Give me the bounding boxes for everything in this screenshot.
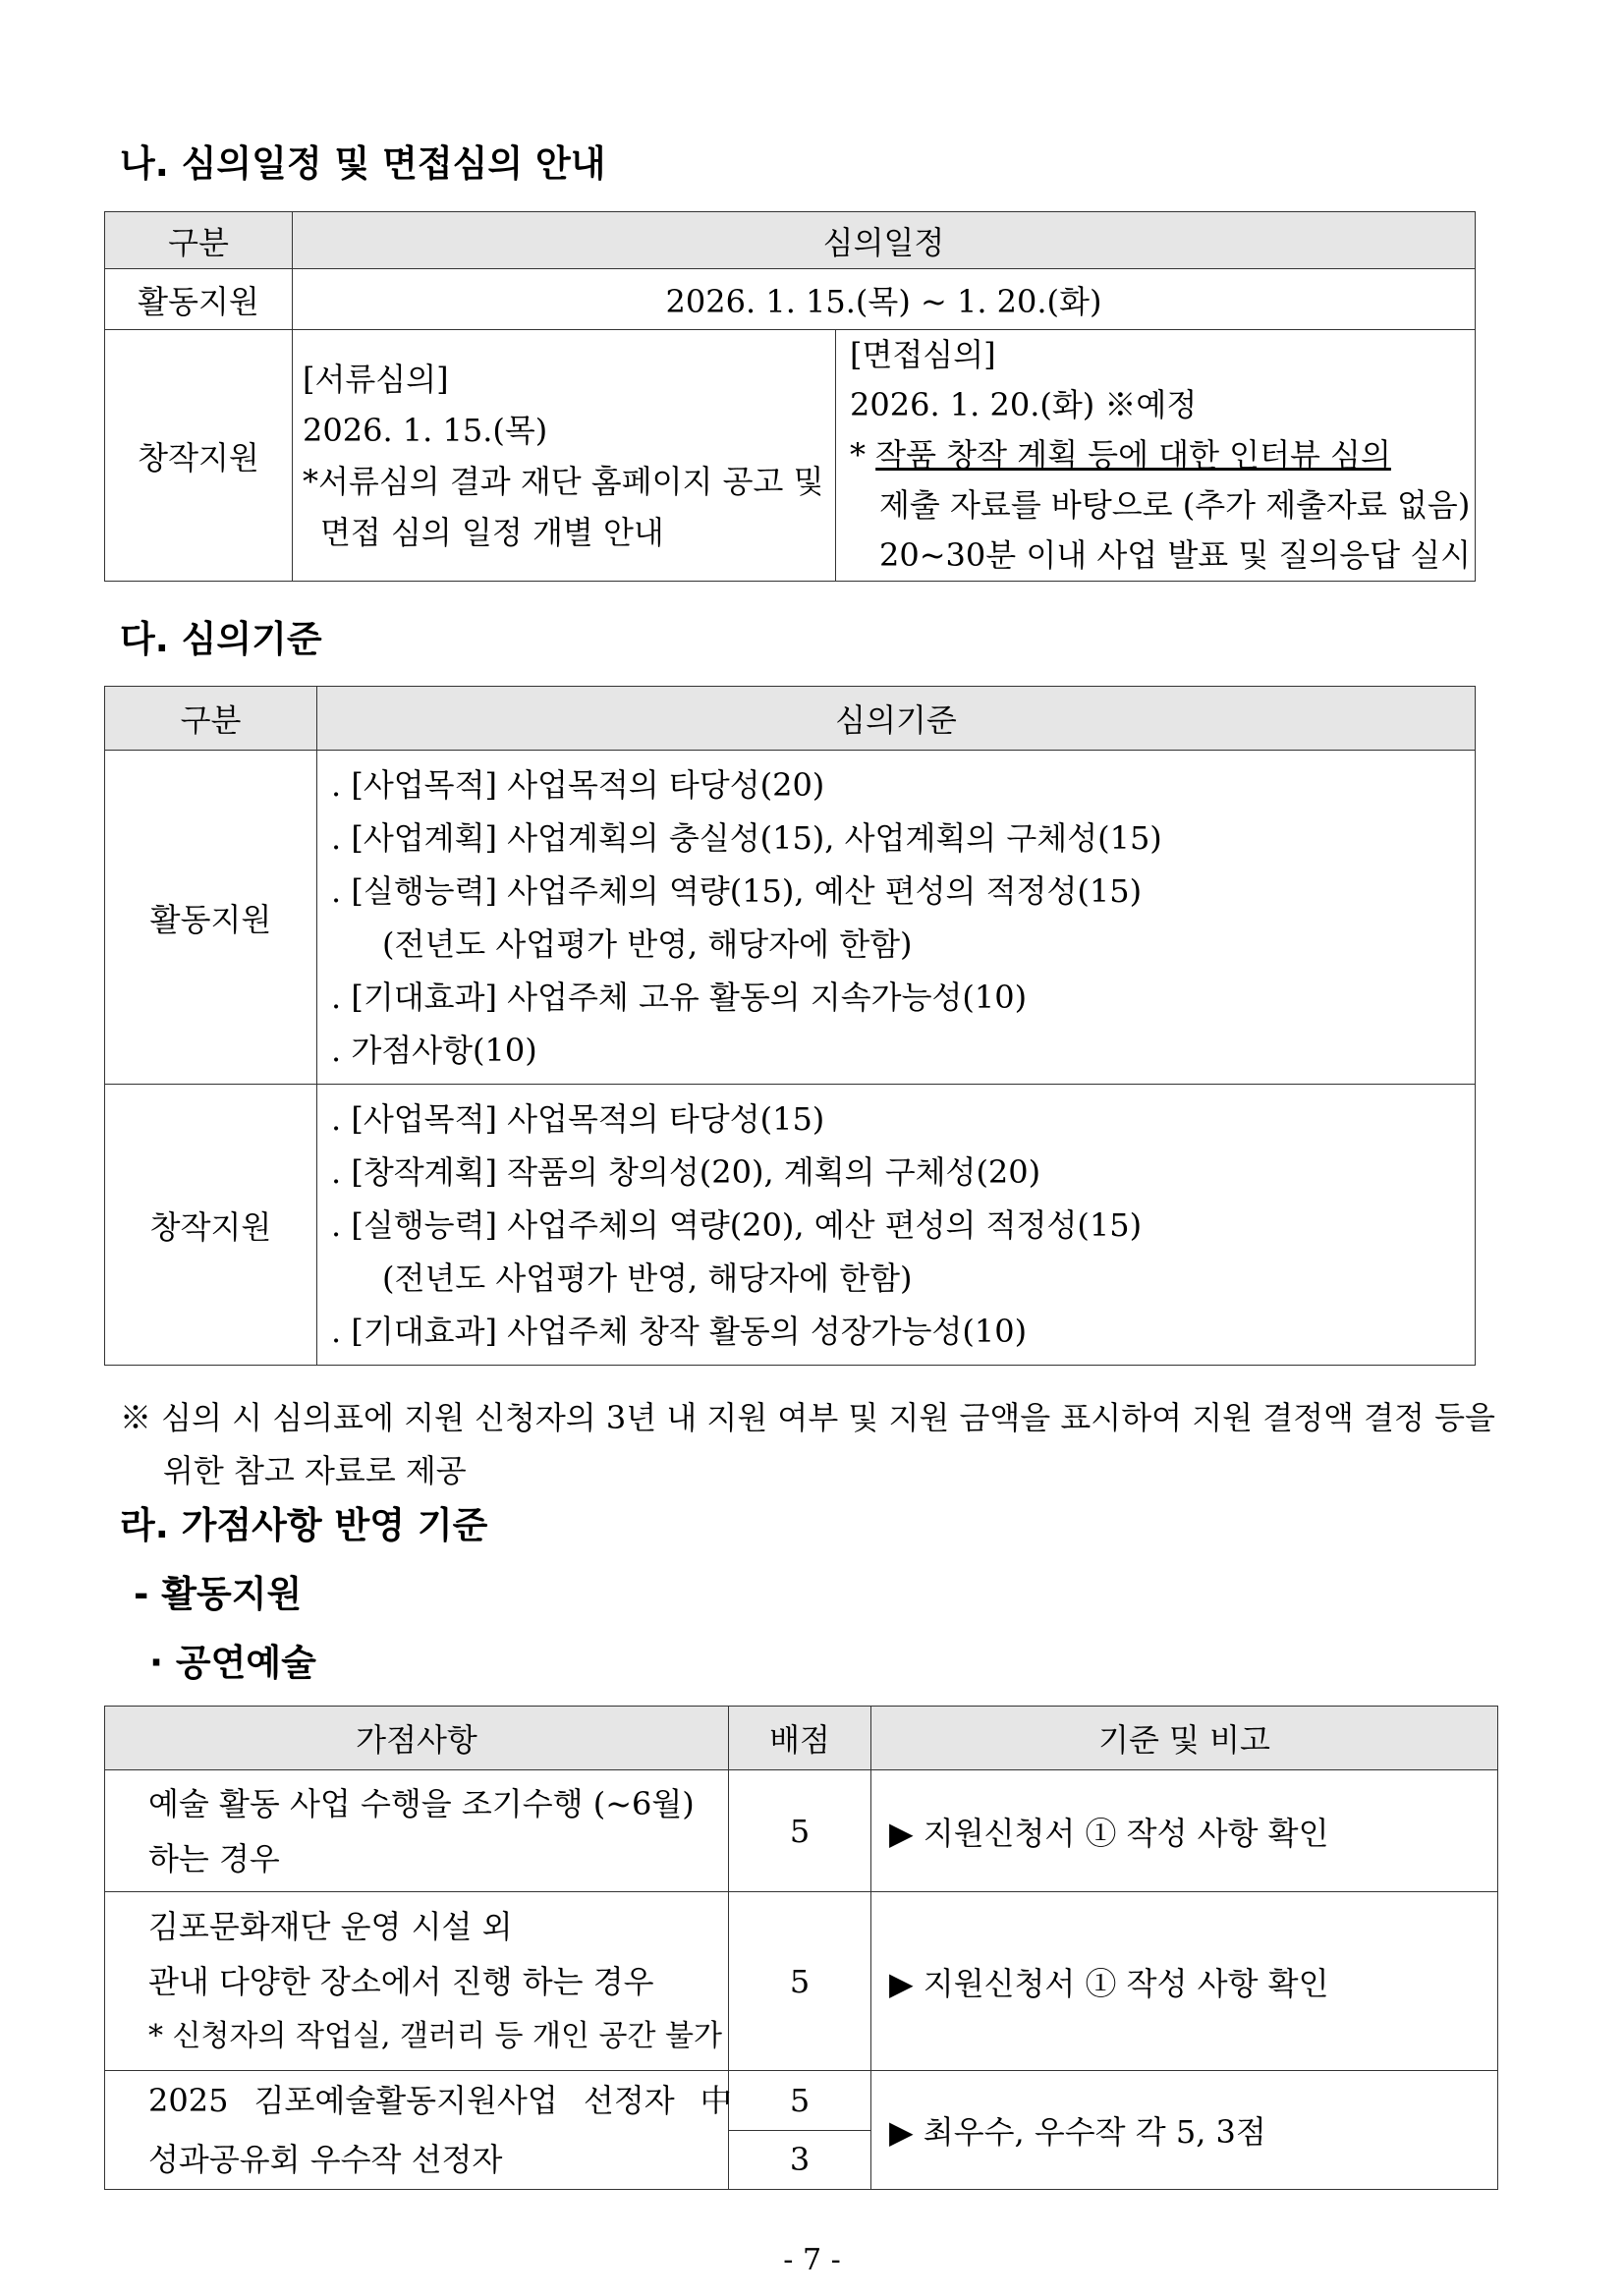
criteria-activity-item: (전년도 사업평가 반영, 해당자에 한함) xyxy=(382,924,913,963)
header-schedule: 심의일정 xyxy=(293,212,1476,269)
bonus-row-2-note: ▶ 지원신청서 ① 작성 사항 확인 xyxy=(871,1892,1498,2071)
bonus-row-2-score: 5 xyxy=(729,1892,871,2071)
criteria-creation-list xyxy=(317,1085,1476,1366)
bonus-row-3-note: ▶ 최우수, 우수작 각 5, 3점 xyxy=(871,2071,1498,2190)
subheading-performing-arts: · 공연예술 xyxy=(149,1642,316,1684)
document-review-date: 2026. 1. 15.(목) xyxy=(303,411,548,449)
criteria-activity-item: . [실행능력] 사업주체의 역량(15), 예산 편성의 적정성(15) xyxy=(331,871,1143,910)
criteria-creation-label: 창작지원 xyxy=(105,1085,317,1366)
criteria-creation-item: . [사업목적] 사업목적의 타당성(15) xyxy=(331,1099,825,1138)
row-activity-schedule: 2026. 1. 15.(목) ~ 1. 20.(화) xyxy=(293,269,1476,330)
review-criteria-table xyxy=(104,686,1476,1366)
interview-review-note-2: 제출 자료를 바탕으로 (추가 제출자료 없음) xyxy=(879,486,1471,524)
header-category: 구분 xyxy=(105,212,293,269)
row-creation-label: 창작지원 xyxy=(105,330,293,582)
criteria-header-category: 구분 xyxy=(105,687,317,751)
interview-bullet: * xyxy=(850,436,876,474)
row-activity-label: 활동지원 xyxy=(105,269,293,330)
criteria-creation-item: . [실행능력] 사업주체의 역량(20), 예산 편성의 적정성(15) xyxy=(331,1205,1143,1244)
criteria-creation-item: . [창작계획] 작품의 창의성(20), 계획의 구체성(20) xyxy=(331,1152,1041,1191)
heading-review-criteria: 다. 심의기준 xyxy=(120,618,322,660)
document-review-note-1: *서류심의 결과 재단 홈페이지 공고 및 xyxy=(303,462,824,500)
bonus-row-2-item-line: 관내 다양한 장소에서 진행 하는 경우 xyxy=(148,1962,654,2000)
criteria-note-line-1: ※ 심의 시 심의표에 지원 신청자의 3년 내 지원 여부 및 지원 금액을 표시하여 지원 결정액 결정 등을 xyxy=(120,1399,1495,1436)
page-number: - 7 - xyxy=(783,2243,841,2277)
interview-underlined-text: 작품 창작 계획 등에 대한 인터뷰 심의 xyxy=(875,436,1391,474)
criteria-activity-item: . 가점사항(10) xyxy=(331,1031,537,1069)
criteria-activity-item: . [기대효과] 사업주체 고유 활동의 지속가능성(10) xyxy=(331,978,1028,1016)
bonus-row-2-item-line: 김포문화재단 운영 시설 외 xyxy=(148,1907,513,1945)
bonus-row-3-item xyxy=(105,2071,732,2190)
bonus-row-1-score: 5 xyxy=(729,1770,871,1892)
bonus-header-score: 배점 xyxy=(729,1707,871,1770)
bonus-row-2-item-line: * 신청자의 작업실, 갤러리 등 개인 공간 불가 xyxy=(148,2018,722,2053)
document-review-note-2: 면접 심의 일정 개별 안내 xyxy=(320,513,664,551)
bonus-row-1-item-line: 예술 활동 사업 수행을 조기수행 (~6월) xyxy=(148,1784,695,1822)
criteria-creation-item: (전년도 사업평가 반영, 해당자에 한함) xyxy=(382,1259,913,1297)
bonus-row-3-item-line: 성과공유회 우수작 선정자 xyxy=(148,2141,503,2178)
criteria-activity-label: 활동지원 xyxy=(105,751,317,1085)
interview-review-cell xyxy=(836,330,1476,582)
criteria-activity-item: . [사업목적] 사업목적의 타당성(20) xyxy=(331,765,825,804)
interview-review-date: 2026. 1. 20.(화) ※예정 xyxy=(850,386,1198,423)
bonus-row-1-item xyxy=(105,1770,729,1892)
bonus-row-2-item xyxy=(105,1892,729,2071)
interview-review-title: [면접심의] xyxy=(850,336,996,373)
criteria-creation-item: . [기대효과] 사업주체 창작 활동의 성장가능성(10) xyxy=(331,1312,1028,1350)
document-review-title: [서류심의] xyxy=(303,360,449,398)
interview-review-note-1 xyxy=(850,430,1475,480)
bonus-row-3-score-top: 5 xyxy=(729,2071,871,2131)
bonus-row-3-score-bottom: 3 xyxy=(729,2130,871,2190)
bonus-row-1-item-line: 하는 경우 xyxy=(148,1839,280,1877)
bonus-table xyxy=(104,1706,1498,2190)
heading-review-schedule: 나. 심의일정 및 면접심의 안내 xyxy=(120,142,606,185)
interview-review-note-3: 20~30분 이내 사업 발표 및 질의응답 실시 xyxy=(879,536,1472,574)
criteria-note-line-2: 위한 참고 자료로 제공 xyxy=(163,1452,467,1489)
bonus-row-3-item-line: 2025 김포예술활동지원사업 선정자 中 xyxy=(148,2082,732,2119)
document-review-cell xyxy=(293,330,836,582)
review-schedule-table xyxy=(104,211,1476,582)
criteria-header-criteria: 심의기준 xyxy=(317,687,1476,751)
criteria-activity-list xyxy=(317,751,1476,1085)
subheading-activity: - 활동지원 xyxy=(134,1573,303,1615)
bonus-header-item: 가점사항 xyxy=(105,1707,729,1770)
bonus-header-note: 기준 및 비고 xyxy=(871,1707,1498,1770)
heading-bonus-criteria: 라. 가점사항 반영 기준 xyxy=(120,1504,488,1546)
criteria-activity-item: . [사업계획] 사업계획의 충실성(15), 사업계획의 구체성(15) xyxy=(331,818,1162,857)
bonus-row-1-note: ▶ 지원신청서 ① 작성 사항 확인 xyxy=(871,1770,1498,1892)
